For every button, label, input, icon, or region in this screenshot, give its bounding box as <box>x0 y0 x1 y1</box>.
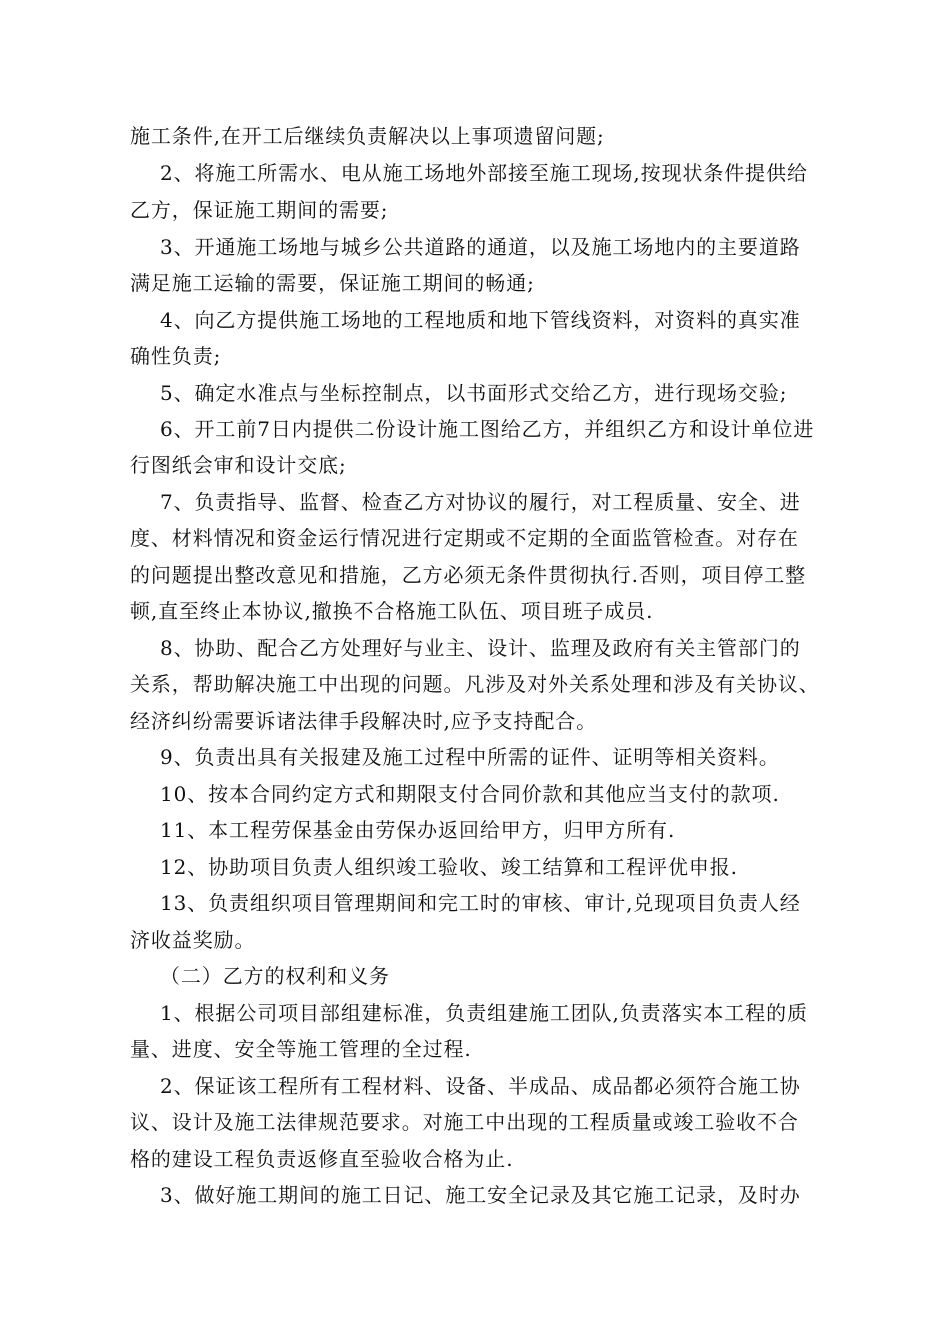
text-line: 12、协助项目负责人组织竣工验收、竣工结算和工程评优申报. <box>160 855 738 879</box>
text-line: 2、保证该工程所有工程材料、设备、半成品、成品都必须符合施工协 <box>160 1074 801 1098</box>
text-line: 9、负责出具有关报建及施工过程中所需的证件、证明等相关资料。 <box>160 745 780 769</box>
text-line: 4、向乙方提供施工场地的工程地质和地下管线资料，对资料的真实准 <box>160 308 801 332</box>
text-line: 1、根据公司项目部组建标准，负责组建施工团队,负责落实本工程的质 <box>160 1001 808 1025</box>
text-line: 乙方，保证施工期间的需要; <box>130 198 389 222</box>
text-line: 3、做好施工期间的施工日记、施工安全记录及其它施工记录，及时办 <box>160 1183 801 1207</box>
text-line: 行图纸会审和设计交底; <box>130 453 347 477</box>
text-line: 8、协助、配合乙方处理好与业主、设计、监理及政府有关主管部门的 <box>160 636 801 660</box>
text-line: 顿,直至终止本协议,撤换不合格施工队伍、项目班子成员. <box>130 599 654 623</box>
text-line: 2、将施工所需水、电从施工场地外部接至施工现场,按现状条件提供给 <box>160 161 808 185</box>
text-line: 满足施工运输的需要，保证施工期间的畅通; <box>130 271 535 295</box>
text-line: 6、开工前7日内提供二份设计施工图给乙方，并组织乙方和设计单位进 <box>160 417 815 441</box>
text-line: 关系，帮助解决施工中出现的问题。凡涉及对外关系处理和涉及有关协议、 <box>130 672 820 696</box>
text-line: 5、确定水准点与坐标控制点，以书面形式交给乙方，进行现场交验; <box>160 381 788 405</box>
text-line: 11、本工程劳保基金由劳保办返回给甲方，归甲方所有. <box>160 818 676 842</box>
text-line: 度、材料情况和资金运行情况进行定期或不定期的全面监管检查。对存在 <box>130 526 799 550</box>
text-line: 的问题提出整改意见和措施，乙方必须无条件贯彻执行.否则，项目停工整 <box>130 563 807 587</box>
text-line: 济收益奖励。 <box>130 928 256 952</box>
text-line: 3、开通施工场地与城乡公共道路的通道，以及施工场地内的主要道路 <box>160 235 801 259</box>
text-line: 量、进度、安全等施工管理的全过程. <box>130 1037 472 1061</box>
text-line: 确性负责; <box>130 344 222 368</box>
text-line: 施工条件,在开工后继续负责解决以上事项遗留问题; <box>130 124 605 148</box>
text-line: 13、负责组织项目管理期间和完工时的审核、审计,兑现项目负责人经 <box>160 891 801 915</box>
text-line: 议、设计及施工法律规范要求。对施工中出现的工程质量或竣工验收不合 <box>130 1110 799 1134</box>
text-line: 7、负责指导、监督、检查乙方对协议的履行，对工程质量、安全、进 <box>160 490 801 514</box>
text-line: 10、按本合同约定方式和期限支付合同价款和其他应当支付的款项. <box>160 782 780 806</box>
section-heading: （二）乙方的权利和义务 <box>160 964 390 988</box>
text-line: 格的建设工程负责返修直至验收合格为止. <box>130 1147 514 1171</box>
text-line: 经济纠纷需要诉诸法律手段解决时,应予支持配合。 <box>130 709 598 733</box>
